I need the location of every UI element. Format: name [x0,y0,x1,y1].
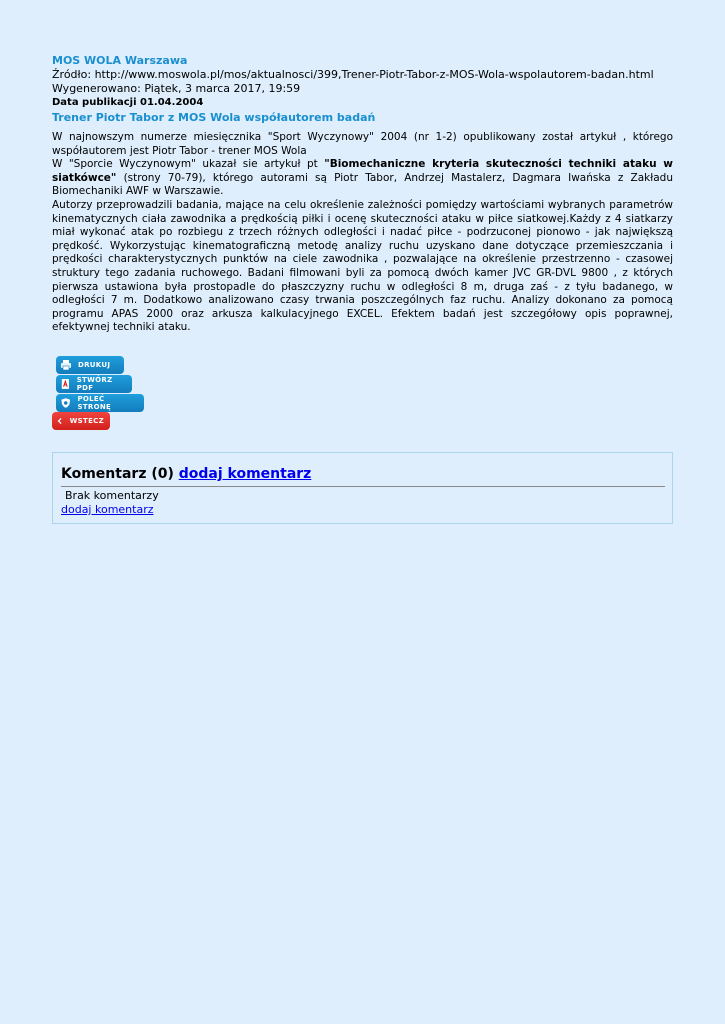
paragraph-2 [52,158,673,199]
generated-line: Wygenerowano: Piątek, 3 marca 2017, 19:59 [52,82,301,95]
add-comment-heading-link[interactable]: dodaj komentarz [178,466,312,482]
print-label: DRUKUJ [78,361,111,369]
comments-heading [61,465,665,487]
source-line: Źródło: http://www.moswola.pl/mos/aktualnosci/399,Trener-Piotr-Tabor-z-MOS-Wola-wspolautorem-badan.html [52,68,654,81]
paragraph-2-rest: (strony 70-79), którego autorami są Piotr Tabor, Andrzej Mastalerz, Dagmara Iwańska z Zakładu Biomechaniki AWF w Warszawie. [52,171,673,198]
publication-date: Data publikacji 01.04.2004 [52,97,204,108]
chevron-left-icon [56,415,64,427]
back-label: WSTECZ [69,417,104,425]
create-pdf-button[interactable] [56,375,132,393]
site-title: MOS WOLA Warszawa [52,54,188,67]
create-pdf-label: STWÓRZ PDF [76,376,113,392]
article-title: Trener Piotr Tabor z MOS Wola współautorem badań [52,111,376,124]
paragraph-3: Autorzy przeprowadzili badania, mające na celu określenie zależności pomiędzy wartościami wybranych parametrów kinematycznych ciała zawodnika a prędkością piłki i ocenę skuteczności ataku w piłce siatkowej.Każdy z 4 siatkarzy miał wykonać atak po rozbiegu z trzech różnych odległości i nadać piłce - podrzuconej pionowo - jak największą prędkość. Wykorzystując kinematograficzną metodę analizy ruchu uzyskano dane dotyczące przemieszczania i prędkości charakterystycznych punktów na ciele zawodnika , pozwalające na określenie przestrzenno - czasowej struktury tego zadania ruchowego. Badani filmowani byli za pomocą dwóch kamer JVC GR-DVL 9800 , z których pierwsza ustawiona była prostopadle do płaszczyzny ruchu w odległości 8 m, druga zaś - z tyłu badanego, w odległości 7 m. Dodatkowo analizowano czasy trwania poszczególnych faz ruchu. Analizy dokonano za pomocą programu APAS 2000 oraz arkusza kalkulacyjnego EXCEL. Efektem badań jest szczegółowy opis poprawnej, efektywnej techniki ataku. [52,198,673,334]
article-container [52,54,673,335]
recommend-page-button[interactable] [56,394,144,412]
printer-icon [60,359,72,371]
pdf-icon [60,378,71,390]
back-button[interactable] [52,412,110,430]
add-comment-link[interactable]: dodaj komentarz [61,503,154,516]
article-body [52,131,673,335]
comments-box [52,452,673,524]
print-button[interactable] [56,356,124,374]
article-reference-title: "Biomechaniczne kryteria skuteczności techniki ataku w siatkówce" [52,158,674,184]
no-comments-text: Brak komentarzy [65,489,159,502]
comments-count: Komentarz (0) [61,466,179,482]
paragraph-2-intro: W "Sporcie Wyczynowym" ukazał sie artykuł pt [52,158,325,171]
paragraph-1: W najnowszym numerze miesięcznika "Sport Wyczynowy" 2004 (nr 1-2) opublikowany został artykuł , którego współautorem jest Piotr Tabor - trener MOS Wola [52,131,673,157]
recommend-page-label: POLEĆ STRONĘ [77,395,112,411]
shield-icon [60,397,71,409]
